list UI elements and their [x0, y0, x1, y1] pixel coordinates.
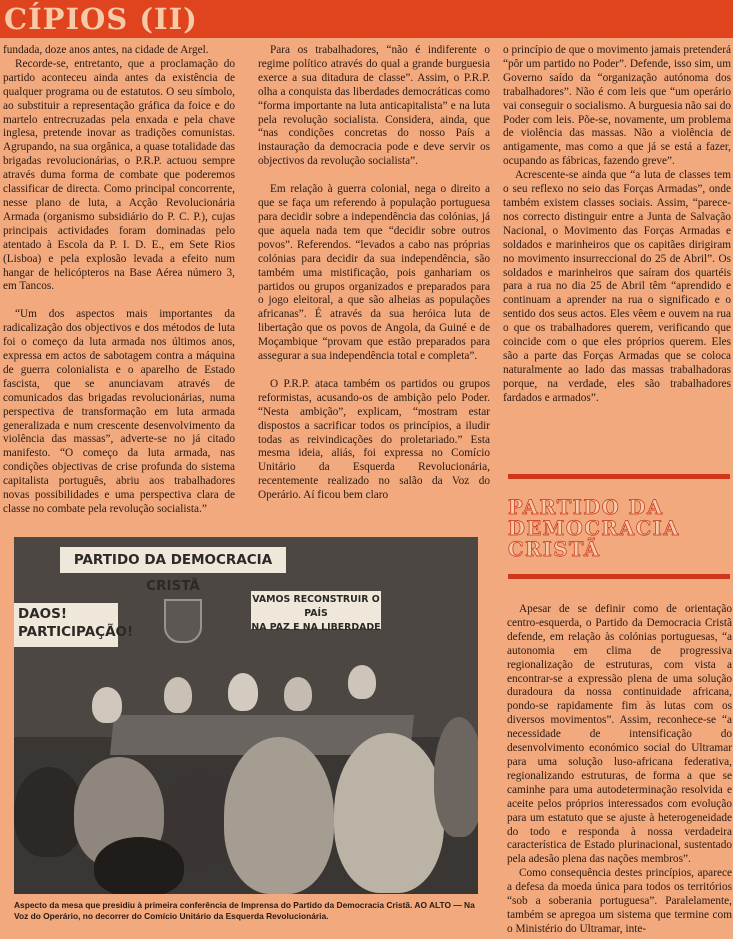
person-figure — [284, 677, 312, 711]
paragraph: o princípio de que o movimento jamais pretenderá “pôr um partido no Poder”. Defende, isso sim, um Governo saído da “organização autónoma dos trabalhadores”. Não é com leis que “um operário vai conseguir o socialismo. A burguesia não sai do Poder com leis. Põe-se, novamente, um problema de violência das massas. Não a violência de antigamente, mas como a que já se está a fazer, ocupando as fábricas, fazendo greve”. — [503, 44, 731, 168]
paragraph: Acrescente-se ainda que “a luta de classes tem o seu reflexo no seio das Forças Armadas”, onde também existem classes sociais. Assim, “parece-nos correcto distinguir entre a Junta de Salvação Nacional, o Movimento das Forças Armadas e soldados e marinheiros que os capitães dirigiram no movimento insurreccional do 25 de Abril”. Os soldados e marinheiros que saíram dos quartéis para a rua no dia 25 de Abril têm “aprendido e continuam a aprender na rua o significado e o sentido dos seus actos. Eles vêem e ouvem na rua o que os trabalhadores querem, verificando que coincide com o que eles próprios querem. Eles são a parte das Forças Armadas que se coloca naturalmente ao lado das massas trabalhadoras porque, na verdade, eles são trabalhadores fardados e armados”. — [503, 169, 731, 404]
header-banner — [0, 0, 733, 38]
paragraph: O P.R.P. ataca também os partidos ou grupos reformistas, acusando-os de ambição pelo Poder. “Nesta ambição”, explicam, “mostram estar dispostos a sacrificar todos os princípios, a iludir todas as reivindicações do proletariado.” Esta mesma ideia, aliás, foi expressa no Comício Unitário da Esquerda Revolucionária, recentemente realizado no salão da Voz do Operário. Aí ficou bem claro — [258, 377, 490, 502]
section-divider-top — [508, 474, 730, 479]
person-figure — [334, 733, 444, 893]
person-figure — [434, 717, 478, 837]
person-figure — [164, 677, 192, 713]
paragraph: Em relação à guerra colonial, nega o direito a que se faça um referendo à população portuguesa para decidir sobre a independência das colónias, já que aquela nada tem que “decidir sobre outros povos”. Referendos. “levados a cabo nas próprias colónias para decidir da sua independência, são também uma mistificação, pois ganhariam os partidos ou grupos organizados e preparados para o jogo eleitoral, a que são alheias as populações africanas”. É através da sua heróica luta de libertação que os povos de Angola, da Guiné e de Moçambique “provam que estão preparados para assegurar a sua independência total e completa”. — [258, 183, 490, 363]
person-figure — [348, 665, 376, 699]
photo-caption: Aspecto da mesa que presidiu à primeira conferência de Imprensa do Partido da Democracia Cristã. AO ALTO — Na Voz do Operário, no decorrer do Comício Unitário da Esquerda Revolucionária. — [14, 900, 475, 921]
article-column-2 — [258, 44, 490, 503]
section-body — [507, 603, 732, 937]
person-figure — [224, 737, 334, 894]
slogan-sign-left: DAOS! PARTICIPAÇÃO! — [14, 603, 118, 647]
paragraph: Como consequência destes princípios, aparece a defesa da moeda única para todos os territórios “sob a soberania portuguesa”. Paralelamente, também se apregoa um sistema que termine com o Ministério do Ultramar, inte- — [507, 867, 732, 935]
page-title: CÍPIOS (II) — [4, 2, 198, 36]
section-title: PARTIDO DA DEMOCRACIA CRISTÃ — [508, 496, 680, 561]
paragraph: “Um dos aspectos mais importantes da radicalização dos objectivos e dos métodos de luta foi o começo da luta armada nos últimos anos, expressa em actos de sabotagem contra a máquina de guerra colonialista e o aparelho de Estado fascista, que se anunciavam através de comunicados das brigadas revolucionárias, numa perspectiva de transformação em luta armada generalizada e num crescente desenvolvimento da violência das massas”, adverte-se no já citado manifesto. “O começo da luta armada, nas condições objectivas de crise profunda do sistema capitalista português, abriu aos trabalhadores novas possibilidades e uma perspectiva clara de classe no combate pela revolução socialista.” — [3, 308, 235, 515]
paragraph: Recorde-se, entretanto, que a proclamação do partido aconteceu ainda antes da existência de qualquer programa ou de estatutos. O seu símbolo, ao substituir a representação gráfica da foice e do martelo entrecruzadas pela enxada e pela chave inglesa, pretende inovar as tradições comunistas. Agrupando, na sua orgânica, a quase totalidade das brigadas revolucionárias, o P.R.P. actuou sempre através duma forma de combate que poderemos classificar de directa. Como principal concorrente, nesse plano de luta, a Acção Revolucionária Armada (organismo subsidiário do P. C. P.), cujas principais actividades foram dominadas pelo atentado à Escola da P. I. D. E., em Sete Rios (Lisboa) e pela explosão levada a efeito num hangar de helicópteros na Base Aérea número 3, em Tancos. — [3, 57, 235, 293]
press-conference-photo — [14, 537, 478, 894]
paragraph: fundada, doze anos antes, na cidade de Argel. — [3, 44, 209, 56]
person-figure — [228, 673, 258, 711]
article-column-3 — [503, 44, 731, 406]
paragraph: Para os trabalhadores, “não é indiferente o regime político através do qual a grande burguesia exerce a sua ditadura de classe”. Assim, o P.R.P. olha a conquista das liberdades democráticas como “forma importante na luta anticapitalista” e na luta pela revolução socialista. Considera, ainda, que “nas condições concretas do nosso País a instauração da democracia pode e deve servir os objectivos da revolução socialista”. — [258, 44, 490, 168]
section-divider-bottom — [508, 574, 730, 579]
slogan-sign-right: VAMOS RECONSTRUIR O PAÍS NA PAZ E NA LIBERDADE — [251, 591, 381, 629]
article-column-1 — [3, 44, 235, 517]
person-figure — [94, 837, 184, 894]
shield-emblem-icon — [164, 599, 202, 643]
person-figure — [92, 687, 122, 723]
banner-sign: PARTIDO DA DEMOCRACIA CRISTÃ — [60, 547, 286, 573]
paragraph: Apesar de se definir como de orientação centro-esquerda, o Partido da Democracia Cristã defende, em relação às colónias portuguesas, “a autonomia em clima de progressiva regionalização de estruturas, com vista a encontrar-se a expressão plena de uma solução duradoura da nossa continuidade africana, pondo-se rapidamente fim às lutas com os diversos movimentos”. Assim, reconhece-se “a necessidade de intensificação do desenvolvimento económico social do Ultramar para uma solução luso-africana federativa, regionalizando estruturas, de forma a que se caminhe para uma autodeterminação resolvida e aceite pelos próprios interessados com evolução para um estatuto que se ajuste à heterogeneidade do todo e responda à nossa verdadeira característica de Estado plurinacional, sustentado pela adesão plena das nações membros”. — [507, 603, 732, 866]
